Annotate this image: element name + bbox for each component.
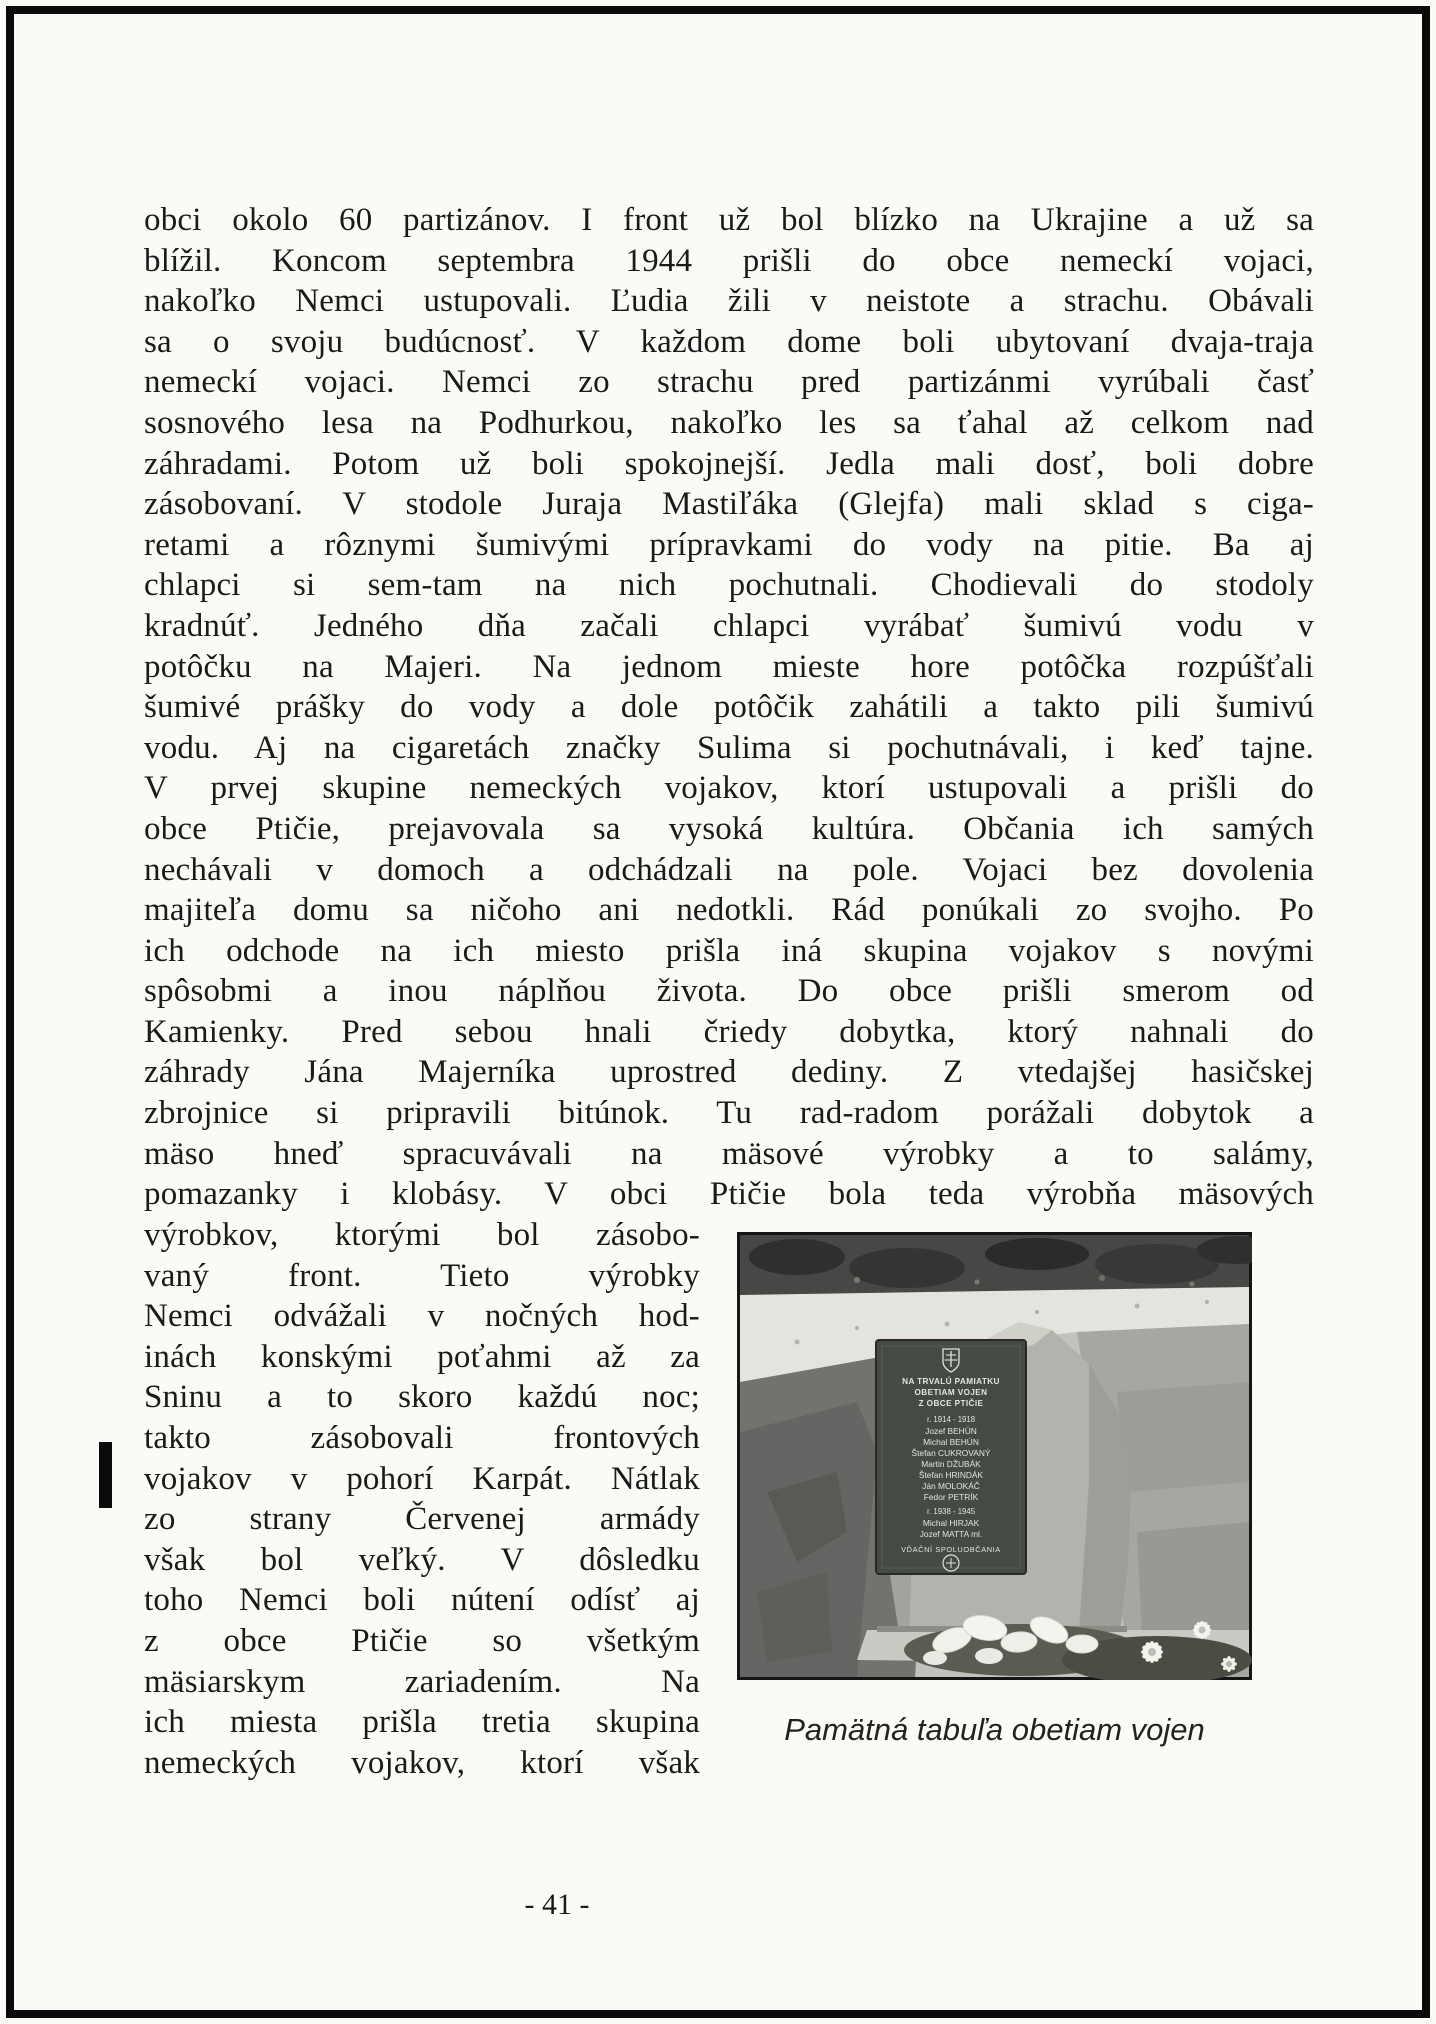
text-line: mäsiarskym zariadením. Na (144, 1663, 700, 1700)
plaque-name: Fedor PETRÍK (923, 1492, 979, 1502)
text-line: vojakov v pohorí Karpát. Nátlak (144, 1460, 700, 1497)
plaque-footer: VĎAČNÍ SPOLUOBČANIA (901, 1545, 1001, 1554)
text-line: záhrady Jána Majerníka uprostred dediny. Z vtedajšej hasičskej (144, 1054, 1314, 1091)
text-line: šumivé prášky do vody a dole potôčik zahátili a takto pili šumivú (144, 689, 1314, 726)
text-line: však bol veľký. V dôsledku (144, 1541, 700, 1578)
page-number: - 41 - (524, 1888, 590, 1921)
text-line: takto zásobovali frontových (144, 1419, 700, 1456)
text-line: vaný front. Tieto výrobky (144, 1257, 700, 1294)
text-line: obce Ptičie, prejavovala sa vysoká kultúra. Občania ich samých (144, 810, 1314, 847)
text-line: vodu. Aj na cigaretách značky Sulima si pochutnávali, i keď tajne. (144, 729, 1314, 766)
text-line: pomazanky i klobásy. V obci Ptičie bola teda výrobňa mäsových (144, 1176, 1314, 1213)
text-line: zo strany Červenej armády (144, 1501, 700, 1538)
photo-caption: Pamätná tabuľa obetiam vojen (784, 1712, 1205, 1747)
text-line: chlapci si sem-tam na nich pochutnali. Chodievali do stodoly (144, 567, 1314, 604)
plaque-name: Michal BEHÚN (923, 1437, 979, 1447)
text-line: nakoľko Nemci ustupovali. Ľudia žili v neistote a strachu. Obávali (144, 283, 1314, 320)
text-line: toho Nemci boli nútení odísť aj (144, 1582, 700, 1619)
body-text-full-width (144, 200, 1314, 1215)
plaque-name: Štefan CUKROVANÝ (911, 1448, 991, 1458)
plaque-period-2: r. 1938 - 1945 (926, 1507, 976, 1516)
plaque-name: Štefan HRINDÁK (918, 1470, 984, 1480)
text-line: zásobovaní. V stodole Juraja Mastiľáka (Glejfa) mali sklad s ciga- (144, 486, 1314, 523)
plaque-name: Michal HIRJAK (922, 1518, 980, 1528)
text-line: nechávali v domoch a odchádzali na pole. Vojaci bez dovolenia (144, 851, 1314, 888)
text-line: obci okolo 60 partizánov. I front už bol blízko na Ukrajine a už sa (144, 202, 1314, 238)
plaque-heading-line2: OBETIAM VOJEN (914, 1388, 988, 1397)
text-line: ich miesta prišla tretia skupina (144, 1704, 700, 1741)
text-line: potôčku na Majeri. Na jednom mieste hore potôčka rozpúšťali (144, 648, 1314, 685)
text-line: Nemci odvážali v nočných hod- (144, 1298, 700, 1335)
text-line: spôsobmi a inou náplňou života. Do obce prišli smerom od (144, 973, 1314, 1010)
text-line: sa o svoju budúcnosť. V každom dome boli ubytovaní dvaja-traja (144, 323, 1314, 360)
plaque-period-1: r. 1914 - 1918 (926, 1415, 976, 1424)
text-line: záhradami. Potom už boli spokojnejší. Jedla mali dosť, boli dobre (144, 445, 1314, 482)
text-line: mäso hneď spracuvávali na mäsové výrobky a to salámy, (144, 1135, 1314, 1172)
text-line: Kamienky. Pred sebou hnali čriedy dobytka, ktorý nahnali do (144, 1013, 1314, 1050)
text-line: výrobkov, ktorými bol zásobo- (144, 1217, 700, 1253)
text-line: ich odchode na ich miesto prišla iná skupina vojakov s novými (144, 932, 1314, 969)
body-text-left-column (144, 1215, 700, 1783)
text-line: Sninu a to skoro každú noc; (144, 1379, 700, 1416)
text-line: sosnového lesa na Podhurkou, nakoľko les sa ťahal až celkom nad (144, 404, 1314, 441)
scan-artifact-mark (99, 1442, 112, 1508)
text-line: inách konskými poťahmi až za (144, 1338, 700, 1375)
text-line: retami a rôznymi šumivými prípravkami do vody na pitie. Ba aj (144, 526, 1314, 563)
text-line: nemeckých vojakov, ktorí však (144, 1744, 700, 1781)
memorial-photo-image (737, 1232, 1252, 1680)
plaque-heading-line1: NA TRVALÚ PAMIATKU (902, 1377, 1000, 1386)
memorial-photo (737, 1232, 1252, 1680)
text-line: nemeckí vojaci. Nemci zo strachu pred partizánmi vyrúbali časť (144, 364, 1314, 401)
text-line: V prvej skupine nemeckých vojakov, ktorí ustupovali a prišli do (144, 770, 1314, 807)
text-line: majiteľa domu sa ničoho ani nedotkli. Rád ponúkali zo svojho. Po (144, 892, 1314, 929)
plaque-name: Jozef BEHÚN (925, 1426, 977, 1436)
plaque-name: Jozef MATTA ml. (919, 1529, 983, 1539)
plaque-name: Ján MOLOKÁČ (922, 1481, 980, 1491)
plaque-name: Martin DŽUBÁK (921, 1459, 981, 1469)
plaque-heading-line3: Z OBCE PTIČIE (918, 1399, 984, 1408)
text-line: blížil. Koncom septembra 1944 prišli do obce nemeckí vojaci, (144, 242, 1314, 279)
text-line: kradnúť. Jedného dňa začali chlapci vyrábať šumivú vodu v (144, 607, 1314, 644)
text-line: z obce Ptičie so všetkým (144, 1622, 700, 1659)
text-line: zbrojnice si pripravili bitúnok. Tu rad-radom porážali dobytok a (144, 1095, 1314, 1132)
